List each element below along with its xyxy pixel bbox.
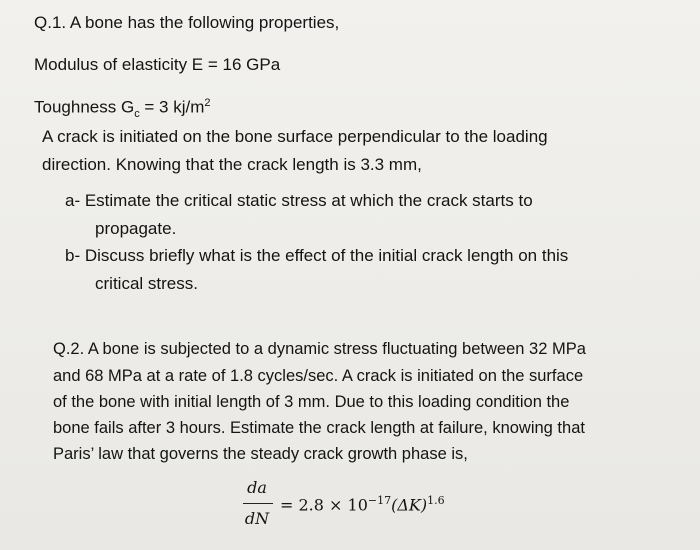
q2-line5: Paris’ law that governs the steady crack growth phase is, <box>53 445 468 463</box>
q1-intro-line2: direction. Knowing that the crack length is 3.3 mm, <box>42 155 422 174</box>
formula-rhs-prefix: = 2.8 × 10 <box>280 495 368 515</box>
q1-toughness <box>34 93 211 124</box>
q1-part-b-line1: b- Discuss briefly what is the effect of the initial crack length on this <box>65 246 569 265</box>
formula-exponent-2: 1.6 <box>427 494 445 507</box>
q2-line3: of the bone with initial length of 3 mm. Due to this loading condition the <box>53 393 570 411</box>
q2-line4: bone fails after 3 hours. Estimate the crack length at failure, knowing that <box>53 419 585 437</box>
formula-rhs <box>280 494 445 514</box>
toughness-subscript: c <box>134 108 140 121</box>
q1-part-a-line2: propagate. <box>95 219 177 238</box>
q2-line2: and 68 MPa at a rate of 1.8 cycles/sec. A crack is initiated on the surface <box>53 367 584 385</box>
formula-numerator: da <box>247 478 267 497</box>
formula-exponent-1: −17 <box>367 494 392 507</box>
fraction-bar <box>243 503 273 504</box>
toughness-superscript: 2 <box>204 97 211 109</box>
formula-denominator: dN <box>244 509 270 528</box>
q1-part-a-line1: a- Estimate the critical static stress at which the crack starts to <box>65 191 533 210</box>
toughness-suffix: = 3 kj/m <box>139 97 205 117</box>
q2-line1: Q.2. A bone is subjected to a dynamic stress fluctuating between 32 MPa <box>53 340 586 358</box>
q1-part-b-line2: critical stress. <box>95 274 198 293</box>
toughness-prefix: Toughness G <box>34 97 135 117</box>
q1-intro-line1: A crack is initiated on the bone surface perpendicular to the loading <box>42 127 548 146</box>
q1-title: Q.1. A bone has the following properties, <box>34 13 340 32</box>
formula-rhs-middle: (ΔK) <box>391 495 428 515</box>
q1-modulus: Modulus of elasticity E = 16 GPa <box>34 55 281 74</box>
